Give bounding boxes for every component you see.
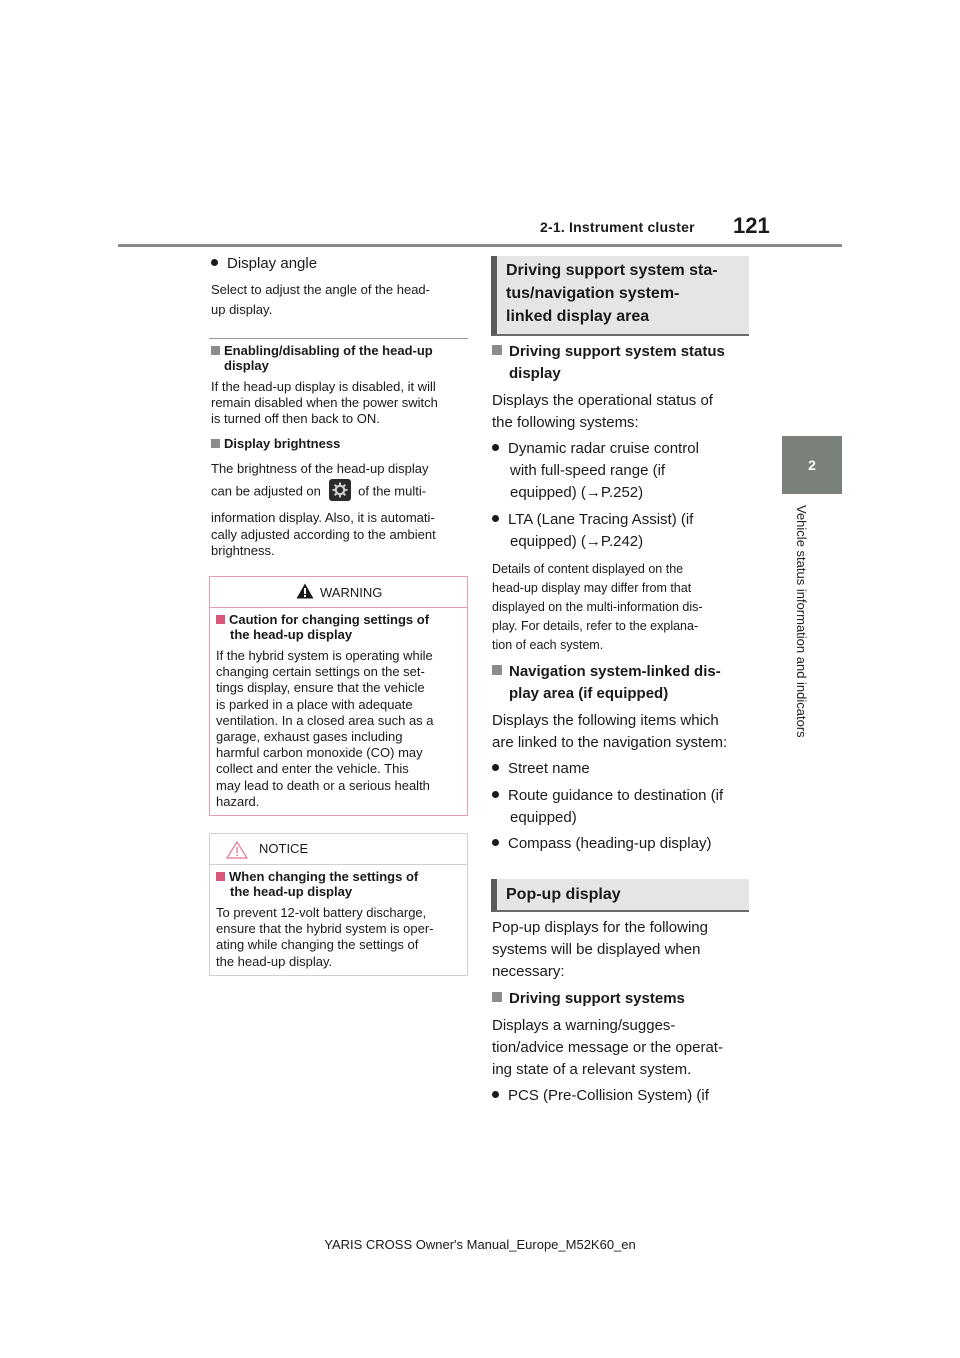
list-item-line: with full-speed range (if (510, 462, 666, 479)
square-bullet-icon (216, 615, 225, 624)
section-title-line: linked display area (506, 308, 650, 325)
square-bullet-icon (211, 439, 220, 448)
list-item-line: PCS (Pre-Collision System) (if (508, 1087, 709, 1104)
list-item (492, 785, 723, 829)
notice-body (216, 869, 461, 970)
list-item-line: equipped) (510, 809, 577, 826)
square-bullet-icon (492, 345, 502, 355)
brightness-line-2b: of the multi- (358, 483, 427, 499)
list-item-line: LTA (Lane Tracing Assist) (if (508, 511, 694, 528)
list-item (492, 509, 693, 553)
text-line: ating while changing the settings of (216, 937, 419, 953)
text-line: are linked to the navigation system: (492, 734, 728, 751)
bullet-icon (211, 259, 218, 266)
square-bullet-icon (216, 872, 225, 881)
text-line: Details of content displayed on the (492, 562, 684, 576)
text-line: cally adjusted according to the ambient (211, 526, 436, 542)
square-bullet-icon (211, 346, 220, 355)
bullet-icon (492, 791, 499, 798)
list-item-line: Route guidance to destination (if (508, 787, 724, 804)
text-line: Displays the following items which (492, 712, 719, 729)
brightness-line-2a: can be adjusted on (211, 483, 321, 499)
text-line: play. For details, refer to the explana- (492, 619, 699, 633)
text-line: Pop-up displays for the following (492, 919, 708, 936)
notice-header (210, 834, 467, 865)
text-line: ensure that the hybrid system is oper- (216, 921, 434, 937)
text-line: the head-up display. (216, 953, 333, 969)
text-line: information display. Also, it is automati- (211, 510, 435, 525)
text-line: harmful carbon monoxide (CO) may (216, 745, 423, 761)
nav-heading-line: Navigation system-linked dis- (509, 663, 721, 680)
popup-text (492, 917, 708, 983)
bullet-icon (492, 764, 499, 771)
text-line: If the head-up display is disabled, it will (211, 379, 436, 394)
text-line: is parked in a place with adequate (216, 696, 413, 712)
page-number: 121 (733, 213, 770, 238)
brightness-text-rest (211, 510, 436, 560)
warning-box (209, 576, 468, 816)
notice-heading-line: When changing the settings of (229, 869, 419, 884)
section-title-line: tus/navigation system- (506, 285, 680, 302)
list-item-line: Compass (heading-up display) (508, 835, 712, 852)
warning-icon (296, 583, 314, 599)
enable-text (211, 379, 438, 427)
square-bullet-icon (492, 665, 502, 675)
list-item-line: equipped) (→P.242) (510, 533, 644, 550)
caution-icon (226, 841, 248, 859)
text-line: Displays the operational status of (492, 392, 713, 409)
enable-heading-line-2: display (224, 358, 269, 373)
warning-text (216, 648, 461, 810)
text-line: collect and enter the vehicle. This (216, 761, 409, 777)
chapter-tab (782, 436, 842, 494)
dss-heading-text: Driving support systems (509, 990, 685, 1007)
chapter-title-text: Vehicle status information and indicators (794, 505, 809, 738)
list-item-line: equipped) (→P.252) (510, 484, 644, 501)
status-note (492, 560, 703, 655)
settings-gear-icon (329, 479, 351, 501)
warning-header (210, 577, 467, 608)
footer-manual-id: YARIS CROSS Owner's Manual_Europe_M52K60_en (324, 1237, 636, 1252)
text-line: brightness. (211, 543, 275, 558)
list-item (492, 1085, 709, 1107)
section-title-line: Pop-up display (506, 886, 621, 903)
status-heading-line: display (509, 365, 561, 382)
list-item-line: Dynamic radar cruise control (508, 440, 699, 457)
text-line: necessary: (492, 963, 565, 980)
section-title-line: Driving support system sta- (506, 262, 718, 279)
text-line: changing certain settings on the set- (216, 664, 425, 680)
text-line: ing state of a relevant system. (492, 1061, 692, 1078)
list-item (492, 438, 699, 504)
text-line: is turned off then back to ON. (211, 411, 380, 426)
text-line: tion of each system. (492, 638, 604, 652)
warning-body (216, 612, 461, 810)
chapter-number: 2 (808, 457, 816, 473)
bullet-icon (492, 515, 499, 522)
chapter-title (786, 505, 810, 781)
list-item-line: Street name (508, 760, 590, 777)
text-line: Displays a warning/sugges- (492, 1017, 676, 1034)
notice-title: NOTICE (259, 841, 309, 856)
enable-heading-line-1: Enabling/disabling of the head-up (224, 343, 433, 358)
warning-heading (216, 612, 461, 642)
text-line: If the hybrid system is operating while (216, 648, 433, 663)
warning-heading-line: Caution for changing settings of (229, 612, 430, 627)
status-heading-line: Driving support system status (509, 343, 725, 360)
bullet-icon (492, 1091, 499, 1098)
text-line: the following systems: (492, 414, 639, 431)
enable-heading (211, 343, 467, 373)
display-angle-item (211, 254, 317, 274)
text-line: ventilation. In a closed area such as a (216, 712, 434, 728)
brightness-heading-text: Display brightness (224, 436, 341, 451)
text-line: may lead to death or a serious health (216, 777, 430, 793)
brightness-line-2 (211, 481, 426, 503)
display-angle-label: Display angle (227, 255, 318, 272)
nav-text (492, 710, 727, 754)
notice-heading-line: the head-up display (230, 884, 353, 899)
brightness-line-1: The brightness of the head-up display (211, 461, 429, 476)
dss-text (492, 1015, 723, 1081)
text-line: tion/advice message or the operat- (492, 1039, 723, 1056)
warning-heading-line: the head-up display (230, 627, 353, 642)
section-title-box (491, 256, 749, 336)
nav-heading-line: play area (if equipped) (509, 685, 669, 702)
display-angle-line-2: up display. (211, 302, 273, 317)
notice-heading (216, 869, 461, 899)
dss-heading (492, 988, 685, 1010)
text-line: hazard. (216, 793, 260, 809)
list-item (492, 833, 711, 855)
text-line: To prevent 12-volt battery discharge, (216, 905, 427, 920)
text-line: displayed on the multi-information dis- (492, 600, 703, 614)
text-line: tings display, ensure that the vehicle (216, 680, 425, 696)
section-name: 2-1. Instrument cluster (540, 219, 695, 235)
text-line: head-up display may differ from that (492, 581, 692, 595)
section-title-box (491, 879, 749, 912)
text-line: systems will be displayed when (492, 941, 701, 958)
nav-heading (492, 661, 721, 705)
square-bullet-icon (492, 992, 502, 1002)
bullet-icon (492, 444, 499, 451)
status-heading (492, 341, 725, 385)
brightness-heading (211, 436, 340, 451)
notice-text (216, 905, 461, 970)
text-line: remain disabled when the power switch (211, 395, 438, 410)
text-line: garage, exhaust gases including (216, 729, 403, 745)
list-item (492, 758, 590, 780)
bullet-icon (492, 839, 499, 846)
header-rule (118, 244, 842, 247)
notice-box (209, 833, 468, 976)
section-divider (209, 338, 468, 339)
warning-title: WARNING (320, 585, 383, 600)
display-angle-line-1: Select to adjust the angle of the head- (211, 282, 430, 297)
status-text (492, 390, 713, 434)
